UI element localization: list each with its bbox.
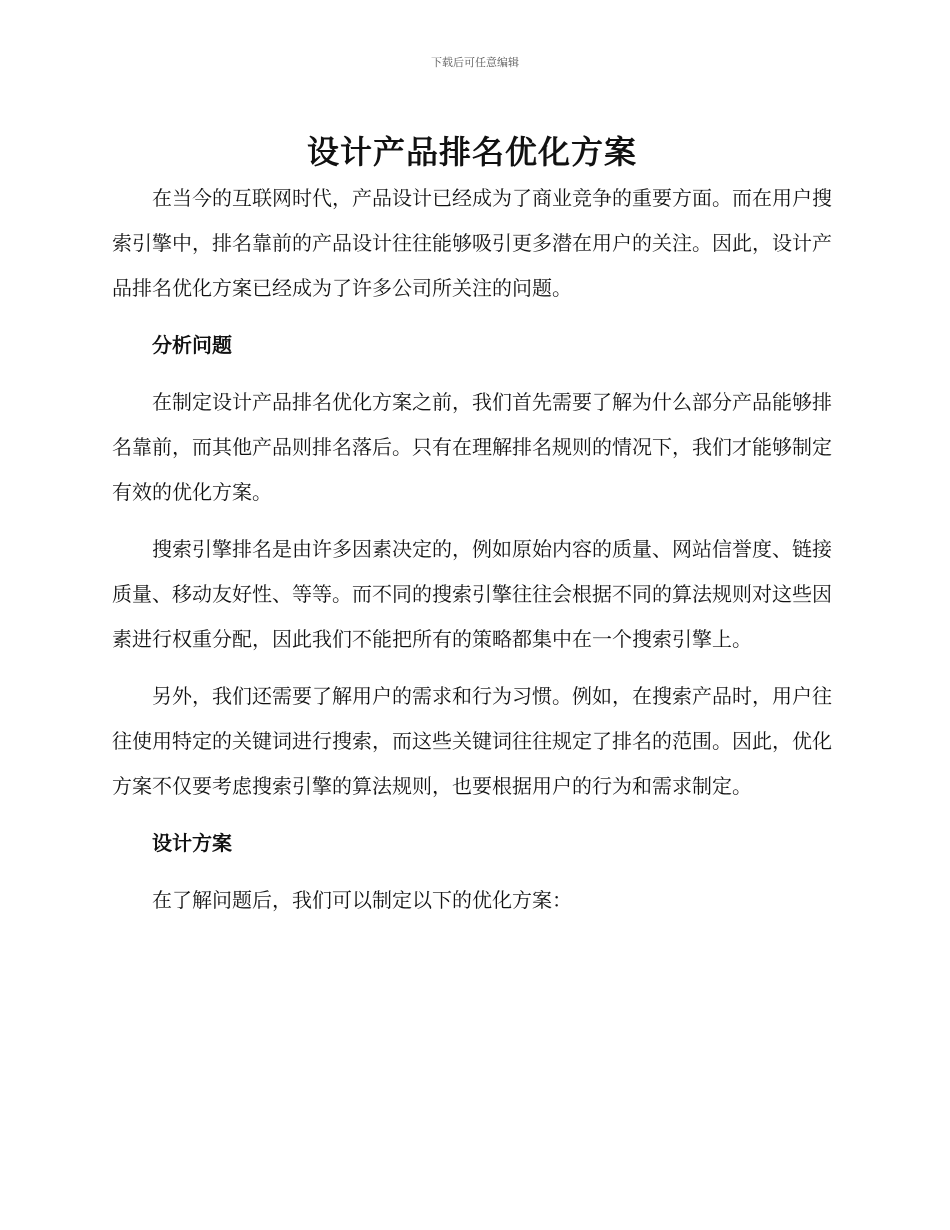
design-paragraph-1: 在了解问题后，我们可以制定以下的优化方案： <box>152 888 572 912</box>
analysis-paragraph-3: 另外，我们还需要了解用户的需求和行为习惯。例如，在搜索产品时，用户往往使用特定的关键词进行搜索，而这些关键词往往规定了排名的范围。因此，优化方案不仅要考虑搜索引擎的算法规则，也要根据用户的行为和需求制定。 <box>112 684 832 798</box>
analysis-paragraph-2: 搜索引擎排名是由许多因素决定的，例如原始内容的质量、网站信誉度、链接质量、移动友好性、等等。而不同的搜索引擎往往会根据不同的算法规则对这些因素进行权重分配，因此我们不能把所有的策略都集中在一个搜索引擎上。 <box>112 537 832 651</box>
section-heading-analysis: 分析问题 <box>152 333 232 357</box>
header-note: 下载后可任意编辑 <box>431 56 519 69</box>
analysis-paragraph-1: 在制定设计产品排名优化方案之前，我们首先需要了解为什么部分产品能够排名靠前，而其他产品则排名落后。只有在理解排名规则的情况下，我们才能够制定有效的优化方案。 <box>112 390 832 504</box>
document-title: 设计产品排名优化方案 <box>306 133 637 171</box>
section-heading-design: 设计方案 <box>152 831 232 855</box>
document-body <box>112 128 832 923</box>
intro-paragraph: 在当今的互联网时代，产品设计已经成为了商业竞争的重要方面。而在用户搜索引擎中，排名靠前的产品设计往往能够吸引更多潜在用户的关注。因此，设计产品排名优化方案已经成为了许多公司所关注的问题。 <box>112 186 832 300</box>
